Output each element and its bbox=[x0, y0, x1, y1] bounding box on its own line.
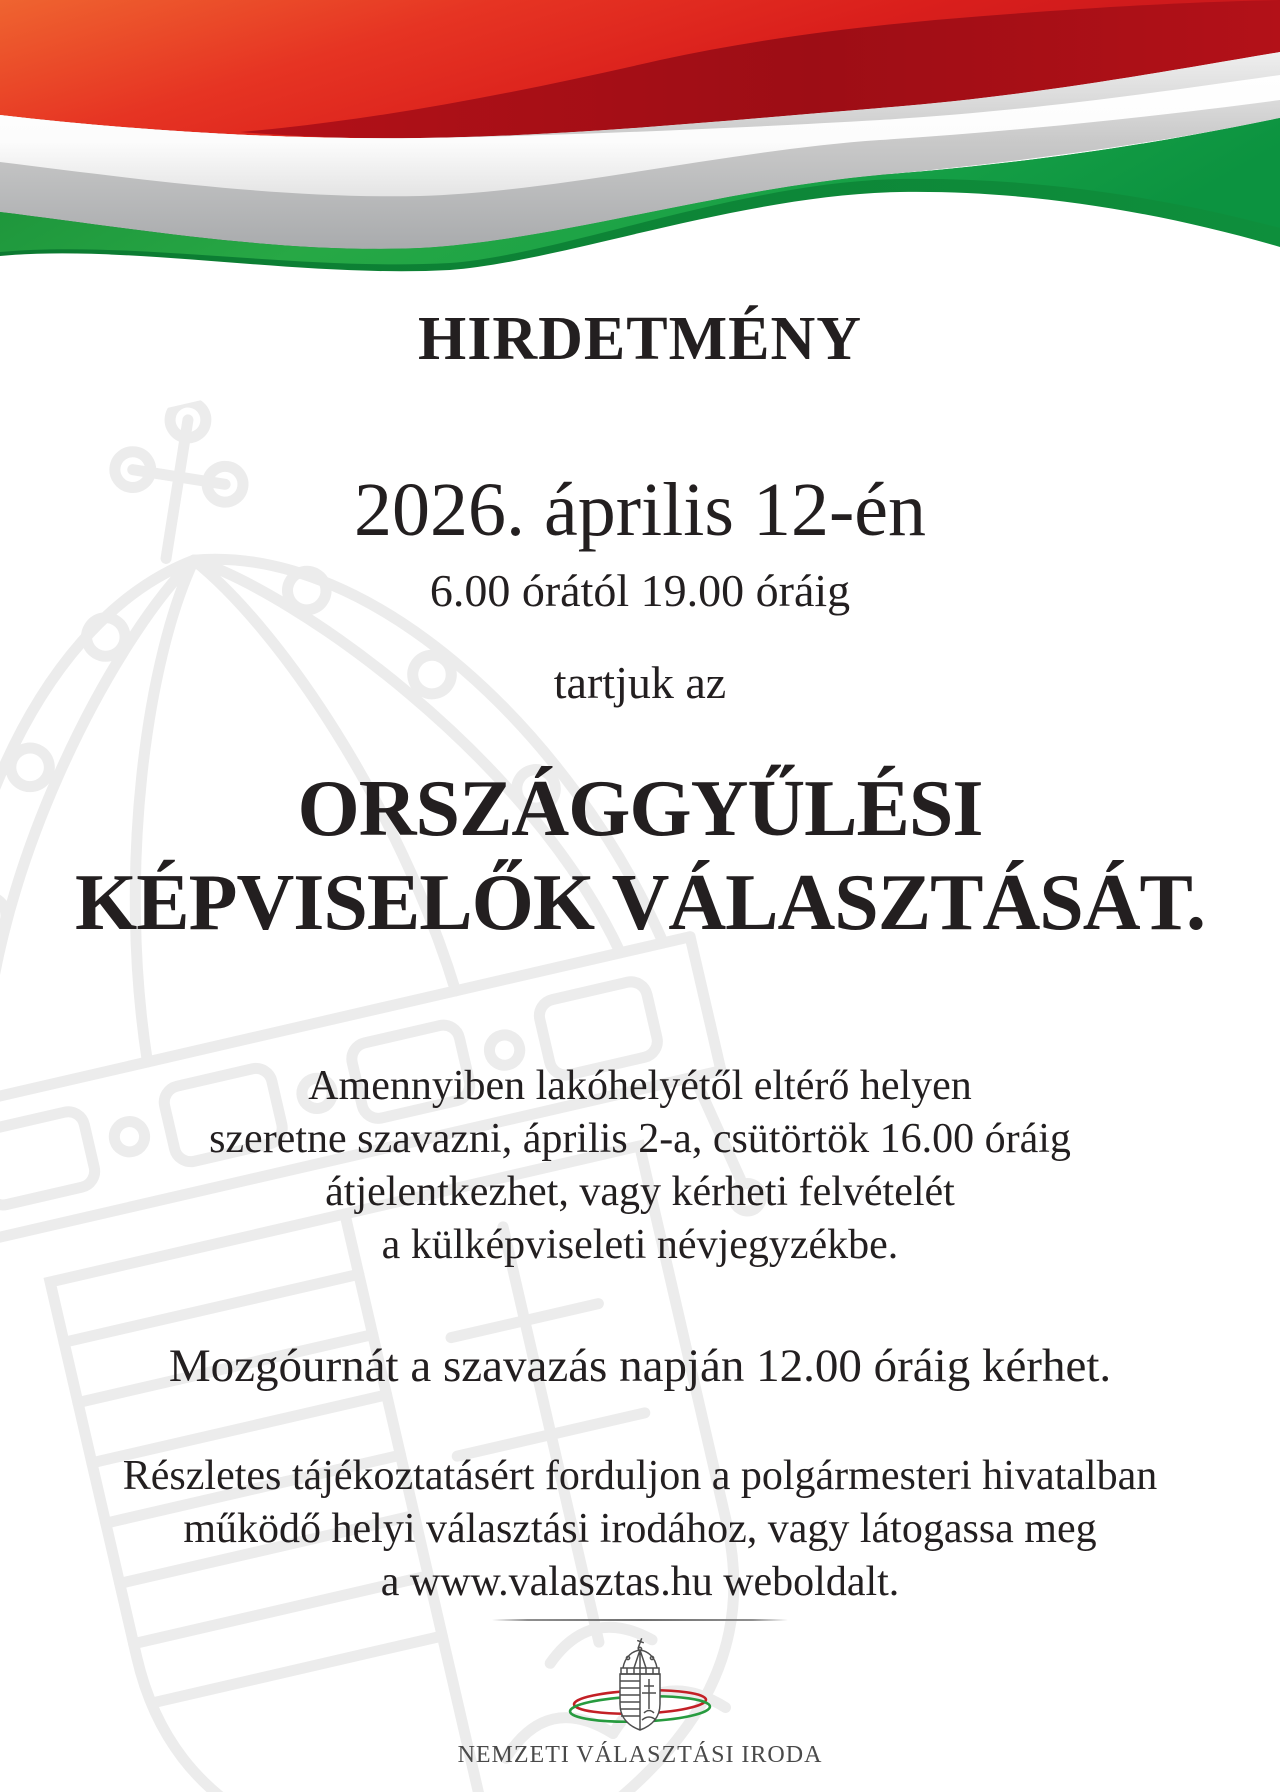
paragraph-line: Amennyiben lakóhelyétől eltérő helyen bbox=[308, 1063, 972, 1109]
footer-divider bbox=[492, 1619, 788, 1621]
announcement-title: HIRDETMÉNY bbox=[417, 305, 863, 373]
election-date: 2026. április 12-én bbox=[353, 468, 926, 552]
lead-in-text: tartjuk az bbox=[553, 657, 727, 708]
paragraph-line: működő helyi választási irodához, vagy látogassa meg bbox=[183, 1506, 1097, 1552]
mobile-ballot-line: Mozgóurnát a szavazás napján 12.00 óráig kérhet. bbox=[168, 1340, 1112, 1392]
election-title-line1: ORSZÁGGYŰLÉSI bbox=[297, 765, 983, 853]
election-title-line2: KÉPVISELŐK VÁLASZTÁSÁT. bbox=[75, 859, 1205, 947]
info-paragraph bbox=[0, 1450, 1280, 1609]
paragraph-line: szeretne szavazni, április 2-a, csütörtök 16.00 óráig bbox=[209, 1116, 1071, 1162]
election-title bbox=[0, 762, 1280, 950]
paragraph-line: Részletes tájékoztatásért forduljon a polgármesteri hivatalban bbox=[122, 1453, 1158, 1499]
paragraph-line: a www.valasztas.hu weboldalt. bbox=[380, 1559, 900, 1605]
nvi-coat-of-arms-logo bbox=[565, 1636, 715, 1741]
paragraph-line: a külképviseleti névjegyzékbe. bbox=[381, 1222, 899, 1268]
voting-hours: 6.00 órától 19.00 óráig bbox=[429, 565, 851, 616]
paragraph-line: átjelentkezhet, vagy kérheti felvételét bbox=[325, 1169, 955, 1215]
footer-organization-name: NEMZETI VÁLASZTÁSI IRODA bbox=[457, 1742, 823, 1768]
flag-wave-graphic bbox=[0, 0, 1280, 300]
transfer-info-paragraph bbox=[0, 1060, 1280, 1272]
